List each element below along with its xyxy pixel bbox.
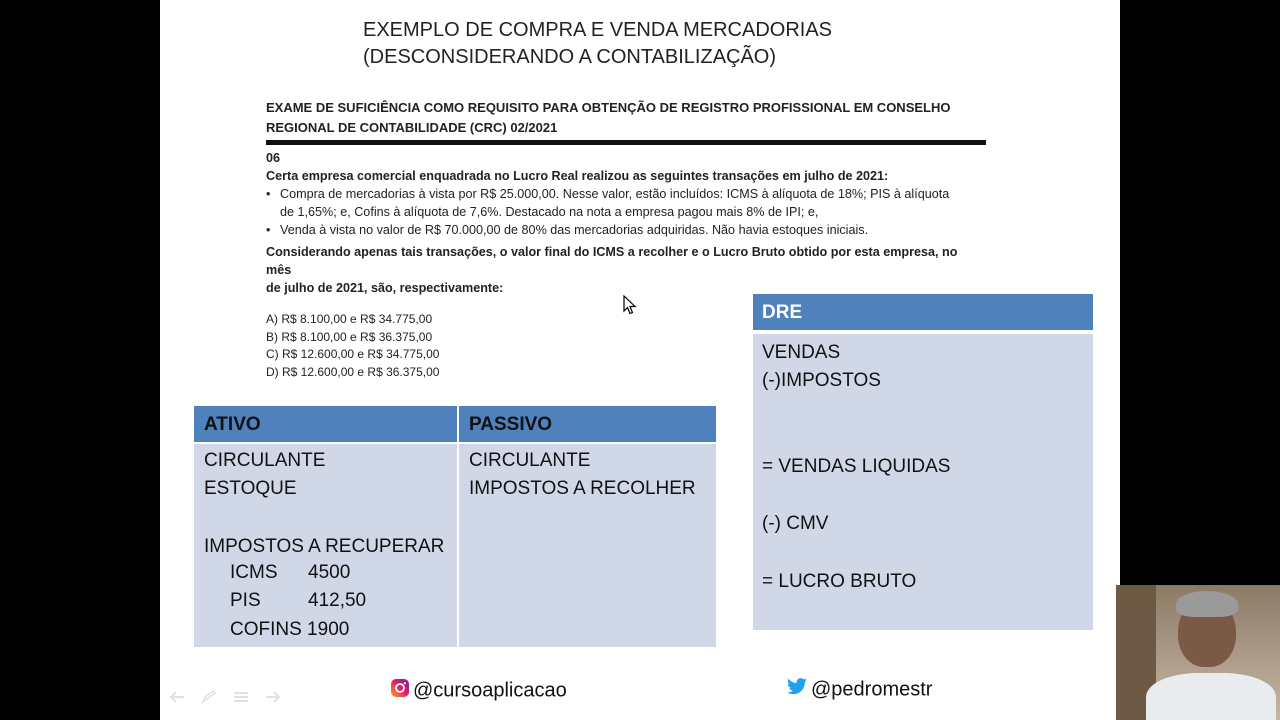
- dre-impostos: (-)IMPOSTOS: [762, 370, 881, 391]
- question-prompt-line-1: Considerando apenas tais transações, o valor final do ICMS a recolher e o Lucro Bruto obtido por esta empresa, no mês: [266, 245, 958, 277]
- instagram-handle-text: @cursoaplicacao: [413, 679, 567, 702]
- pis-label: PIS: [230, 590, 261, 611]
- divider-rule: [266, 140, 986, 145]
- question-prompt: [266, 243, 986, 297]
- icms-label: ICMS: [230, 562, 278, 583]
- slide-title-line-2: (DESCONSIDERANDO A CONTABILIZAÇÃO): [363, 46, 777, 68]
- exam-header-line-1: EXAME DE SUFICIÊNCIA COMO REQUISITO PARA OBTENÇÃO DE REGISTRO PROFISSIONAL EM CONSELHO: [266, 100, 951, 115]
- pen-icon[interactable]: [200, 690, 218, 704]
- bullet-1-line-1: Compra de mercadorias à vista por R$ 25.000,00. Nesse valor, estão incluídos: ICMS à alíquota de 18%; PIS à alíquota: [280, 187, 950, 201]
- passivo-circulante: CIRCULANTE: [469, 450, 591, 471]
- bullet-icon: •: [266, 223, 271, 237]
- ativo-circulante: CIRCULANTE: [204, 450, 326, 471]
- presentation-slide: [160, 0, 1120, 720]
- presentation-toolbar: [168, 690, 296, 709]
- option-c: C) R$ 12.600,00 e R$ 34.775,00: [266, 347, 440, 362]
- presenter-webcam-overlay: [1116, 585, 1280, 720]
- list-item: [266, 185, 986, 221]
- icms-row: [230, 562, 351, 584]
- option-a: A) R$ 8.100,00 e R$ 34.775,00: [266, 312, 433, 326]
- option-b: B) R$ 8.100,00 e R$ 36.375,00: [266, 329, 433, 344]
- dre-table: [753, 294, 1093, 630]
- next-slide-icon[interactable]: [264, 690, 282, 704]
- dre-body: [753, 334, 1093, 630]
- question-intro: Certa empresa comercial enquadrada no Lucro Real realizou as seguintes transações em julho de 2021:: [266, 169, 889, 183]
- question-number: 06: [266, 151, 281, 165]
- passivo-column: [459, 444, 716, 647]
- dre-lucro-bruto: = LUCRO BRUTO: [762, 571, 917, 592]
- instagram-icon: [390, 678, 410, 704]
- instagram-handle: [390, 678, 567, 704]
- dre-vendas: VENDAS: [762, 342, 841, 363]
- twitter-icon: [786, 678, 808, 702]
- exam-header-line-2: REGIONAL DE CONTABILIDADE (CRC) 02/2021: [266, 120, 558, 135]
- pis-row: [230, 590, 367, 612]
- twitter-handle-text: @pedromestr: [811, 678, 933, 701]
- option-d: D) R$ 12.600,00 e R$ 36.375,00: [266, 364, 440, 379]
- passivo-header: PASSIVO: [459, 406, 716, 442]
- dre-cmv: (-) CMV: [762, 513, 829, 534]
- dre-header: DRE: [753, 294, 1093, 330]
- question-prompt-line-2: de julho de 2021, são, respectivamente:: [266, 281, 504, 295]
- dre-vendas-liquidas: = VENDAS LIQUIDAS: [762, 456, 951, 477]
- pis-value: 412,50: [308, 590, 367, 611]
- slide-title: [363, 17, 832, 71]
- bullet-2: Venda à vista no valor de R$ 70.000,00 de 80% das mercadorias adquiridas. Não havia estoques iniciais.: [280, 223, 869, 237]
- impostos-recolher-label: IMPOSTOS A RECOLHER: [469, 478, 696, 499]
- icms-value: 4500: [308, 562, 351, 583]
- transaction-list: [266, 185, 986, 239]
- impostos-recuperar-label: IMPOSTOS A RECUPERAR: [204, 536, 445, 557]
- presenter-shirt: [1146, 673, 1276, 720]
- bullet-icon: •: [266, 187, 271, 201]
- slide-title-line-1: EXEMPLO DE COMPRA E VENDA MERCADORIAS: [363, 19, 832, 41]
- mouse-pointer-icon: [623, 295, 637, 320]
- cofins-row: COFINS 1900: [230, 619, 350, 640]
- previous-slide-icon[interactable]: [168, 690, 186, 704]
- ativo-header: ATIVO: [194, 406, 457, 442]
- balance-sheet-table: [194, 406, 716, 647]
- estoque-label: ESTOQUE: [204, 478, 297, 499]
- bullet-1-line-2: de 1,65%; e, Cofins à alíquota de 7,6%. Destacado na nota a empresa pagou mais 8% de IPI; e,: [280, 205, 819, 219]
- twitter-handle: [786, 678, 932, 702]
- presenter-hair: [1176, 591, 1238, 617]
- menu-icon[interactable]: [232, 690, 250, 704]
- ativo-column: [194, 444, 457, 647]
- exam-header: [266, 98, 986, 138]
- list-item: [266, 221, 986, 239]
